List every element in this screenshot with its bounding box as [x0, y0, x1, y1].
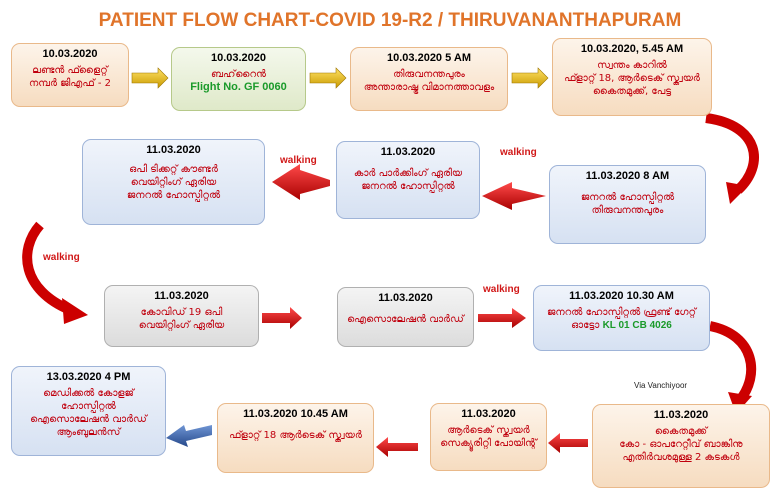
step-box-4: [552, 38, 712, 116]
step-text: കാർ പാർക്കിംഗ് ഏരിയ: [353, 168, 463, 179]
step-date: 10.03.2020: [210, 52, 267, 64]
step-date: 10.03.2020 5 AM: [387, 52, 471, 64]
walking-label-4: walking: [483, 284, 520, 295]
step-box-1: [11, 43, 129, 107]
arrow-curve-right-1: [706, 118, 754, 190]
arrow-red-left-2: [272, 164, 330, 200]
step-date: 11.03.2020: [653, 409, 709, 421]
step-date: 11.03.2020: [154, 290, 209, 302]
step-text: ഒപി ടിക്കറ്റ് കൗണ്ടർ: [129, 164, 218, 175]
step-date: 11.03.2020 10.30 AM: [569, 290, 674, 302]
step-text: ഐസൊലേഷൻ വാർഡ്: [30, 414, 147, 425]
step-date: 11.03.2020: [461, 408, 516, 420]
step-text: ആർടെക് സ്ക്വയർ: [447, 425, 530, 436]
arrow-red-left-1: [482, 182, 546, 210]
step-date: 11.03.2020: [146, 144, 201, 156]
step-text: വെയിറ്റിംഗ് ഏരിയ: [138, 320, 225, 331]
step-text: ആംബുലൻസ്: [56, 427, 121, 438]
step-box-3: [350, 47, 508, 111]
arrow-curve-left-1: [27, 225, 70, 310]
step-text: കൈതമുക്ക്, പേട്ട: [592, 86, 672, 97]
step-text: കൈതമുക്ക്: [654, 426, 708, 437]
step-date: 11.03.2020 8 AM: [585, 170, 670, 182]
vehicle-number: KL 01 CB 4026: [602, 320, 672, 331]
step-text: ഫ്ളാറ്റ് 18 ആർടെക് സ്ക്വയർ: [229, 430, 362, 441]
step-text: ഓട്ടോ: [571, 320, 600, 331]
step-box-12: [430, 403, 547, 471]
step-text: തിരുവനന്തപുരം: [591, 205, 664, 216]
flight-number: Flight No. GF 0060: [190, 81, 287, 93]
arrow-yellow-3: [512, 68, 548, 88]
arrow-yellow-2: [310, 68, 346, 88]
step-text: സ്വന്തം കാറിൽ: [597, 60, 667, 71]
arrow-curve-right-2: [710, 326, 751, 400]
step-date: 13.03.2020 4 PM: [46, 371, 131, 383]
step-text: ലണ്ടൻ ഫ്ളൈറ്റ്: [32, 65, 108, 76]
step-text: ജനറൽ ഹോസ്പിറ്റൽ: [580, 192, 675, 203]
step-box-7: [82, 139, 265, 225]
step-box-5: [549, 165, 706, 244]
step-text: തിരുവനന്തപുരം: [393, 69, 465, 80]
step-text: മെഡിക്കൽ കോളജ്: [43, 388, 134, 399]
step-text: ഫ്ളാറ്റ് 18, ആർടെക് സ്ക്വയർ: [564, 73, 700, 84]
step-date: 11.03.2020: [378, 292, 433, 304]
step-text: ജനറൽ ഹോസ്പിറ്റൽ: [361, 181, 455, 192]
step-text: സെക്യൂരിറ്റി പോയിന്റ്: [440, 438, 537, 449]
step-box-6: [336, 141, 480, 219]
step-box-14: [11, 366, 166, 456]
step-text: ഐസൊലേഷൻ വാർഡ്: [347, 314, 464, 325]
arrow-red-left-3: [548, 433, 588, 453]
arrow-red-right-2: [478, 308, 526, 328]
step-text: ജനറൽ ഹോസ്പിറ്റൽ ഫ്രണ്ട് ഗേറ്റ്: [546, 307, 697, 318]
step-box-9: [337, 287, 474, 347]
via-label: Via Vanchiyoor: [634, 381, 688, 390]
step-text: ജനറൽ ഹോസ്പിറ്റൽ: [126, 190, 221, 201]
step-date: 10.03.2020: [42, 48, 98, 60]
step-text: അന്താരാഷ്ട്ര വിമാനത്താവളം: [363, 82, 495, 93]
step-date: 11.03.2020: [380, 146, 436, 158]
arrow-red-left-4: [376, 437, 418, 457]
step-text: ബഹ്‌റൈൻ: [211, 69, 266, 80]
step-text: നമ്പർ ജിഎഫ് - 2: [29, 78, 111, 89]
arrow-yellow-1: [132, 68, 168, 88]
step-date: 11.03.2020 10.45 AM: [243, 408, 348, 420]
walking-label-3: walking: [43, 252, 80, 263]
arrow-blue-left: [166, 425, 212, 447]
walking-label-2: walking: [500, 147, 537, 158]
arrow-red-right-1: [262, 307, 302, 329]
step-box-13: [217, 403, 374, 473]
step-box-8: [104, 285, 259, 347]
step-date: 10.03.2020, 5.45 AM: [580, 43, 684, 55]
step-text: കോവിഡ് 19 ഒപി: [140, 307, 223, 318]
step-box-10: [533, 285, 710, 351]
walking-label-1: walking: [280, 155, 317, 166]
step-text: കോ - ഓപറേറ്റീവ് ബാങ്കിനു: [619, 439, 743, 450]
chart-title: PATIENT FLOW CHART-COVID 19-R2 / THIRUVANANTHAPURAM: [98, 10, 682, 31]
step-text: വെയിറ്റിംഗ് ഏരിയ: [130, 177, 217, 188]
step-box-11: [592, 404, 770, 488]
step-text: എതിർവശമുള്ള 2 കടകൾ: [622, 452, 740, 463]
step-box-2: [171, 47, 306, 111]
step-text: ഹോസ്പിറ്റൽ: [61, 401, 116, 412]
